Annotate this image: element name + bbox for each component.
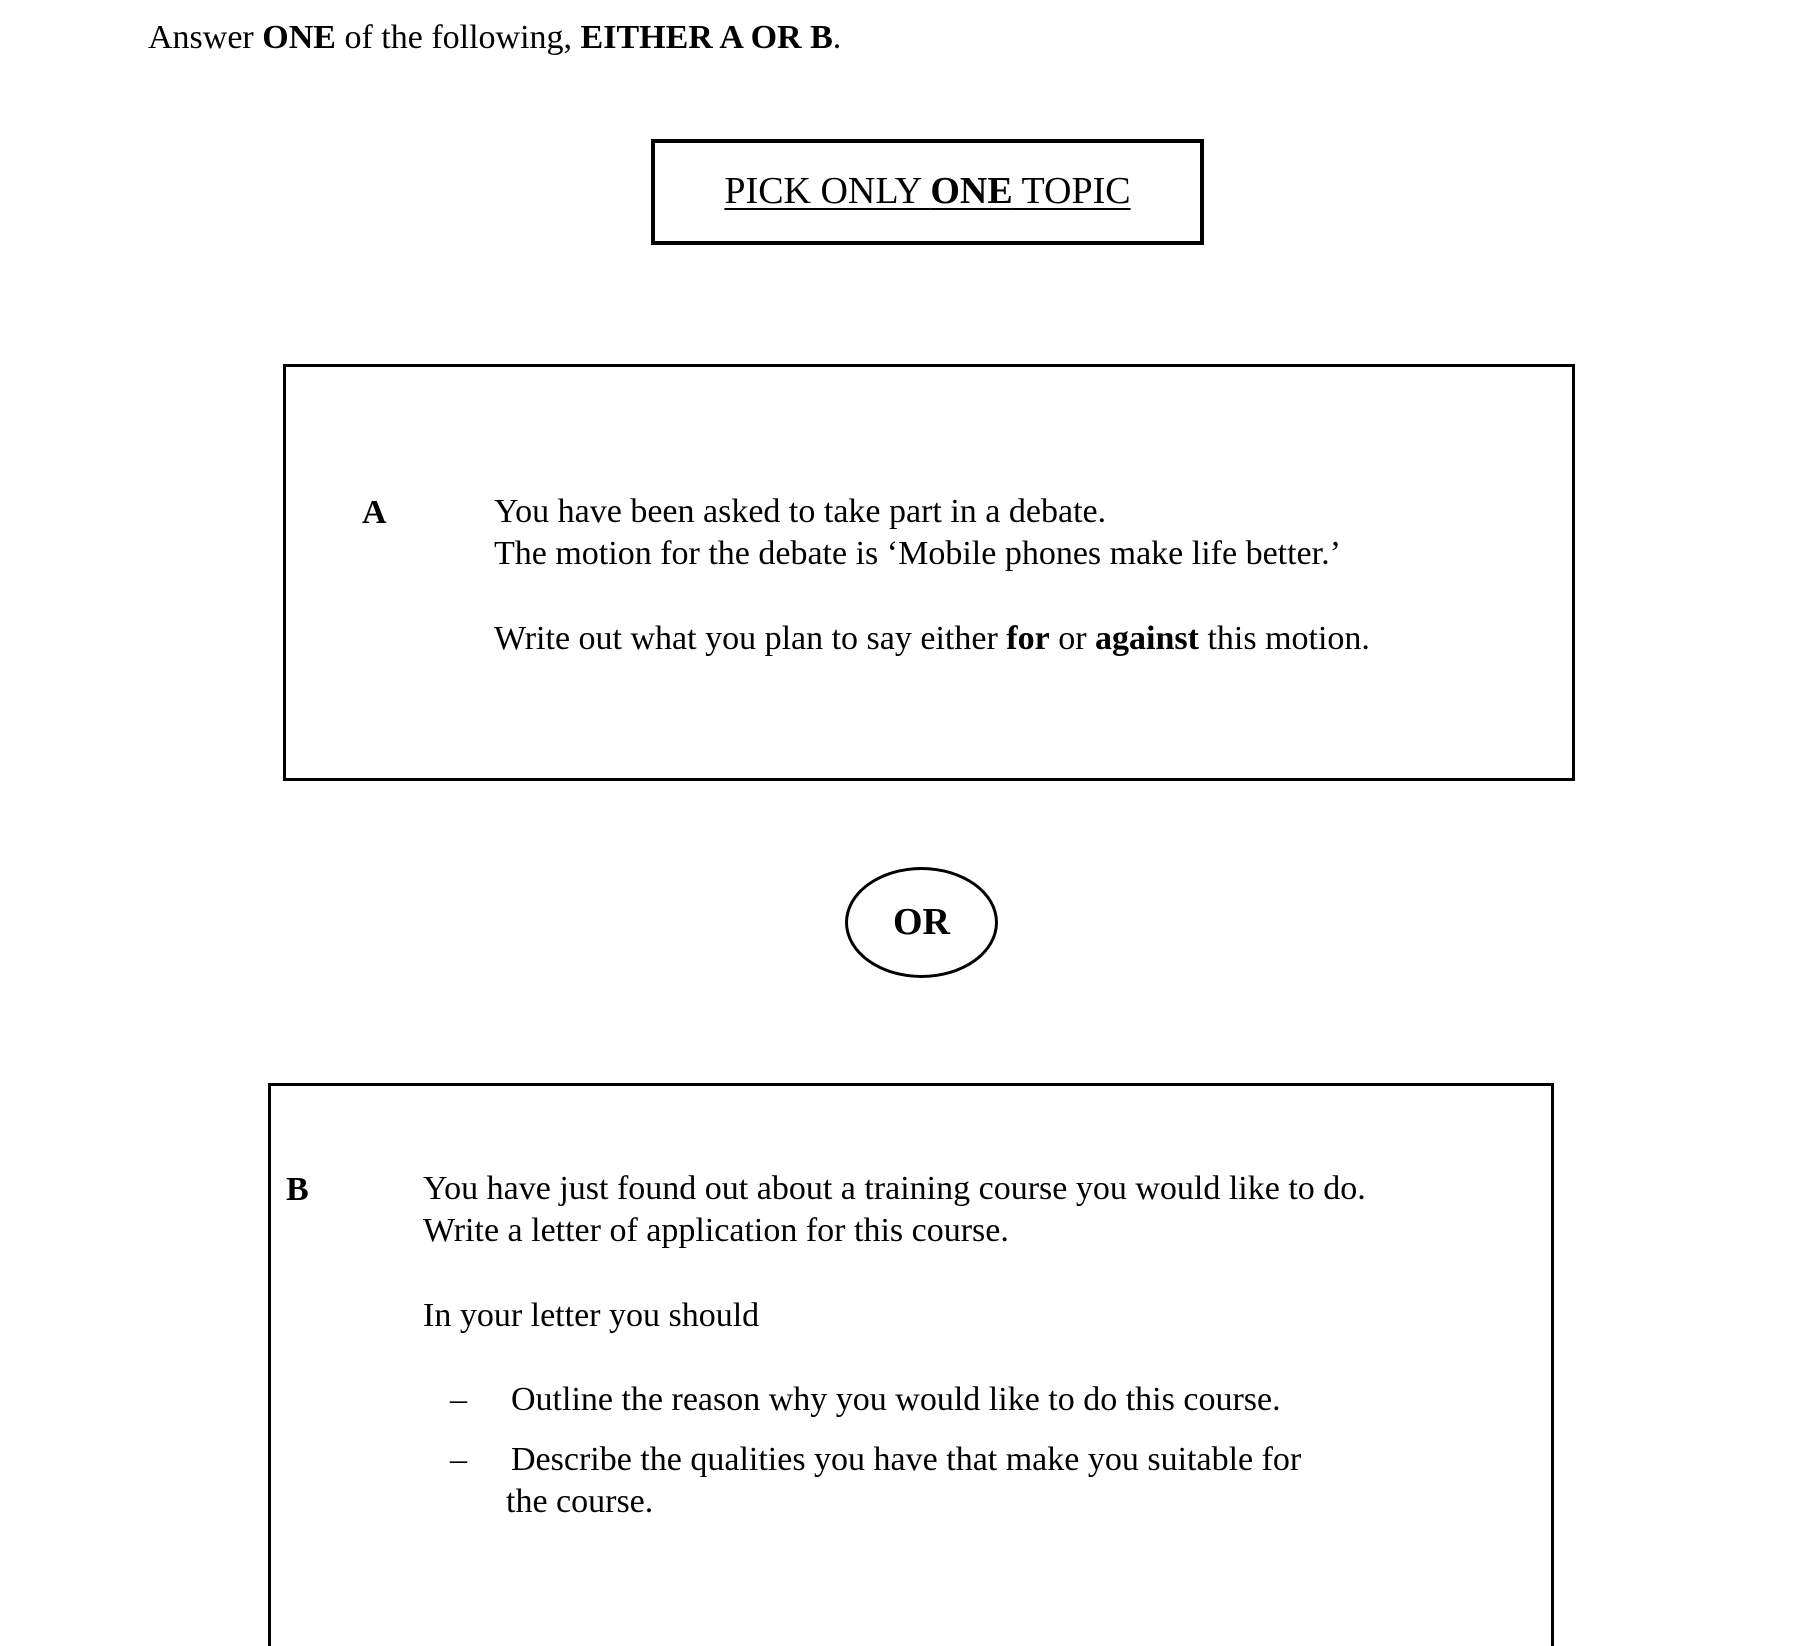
bullet-text-2-continuation: the course. [506,1483,654,1520]
instruction-suffix: . [832,19,842,56]
pick-one-topic-heading [655,169,1200,213]
bullet-text-2: Describe the qualities you have that make you suitable for [511,1441,1302,1478]
option-b-line-1: You have just found out about a training course you would like to do. [423,1170,1366,1207]
option-a-line-3-suffix: this motion. [1198,620,1370,657]
bullet-text-1: Outline the reason why you would like to do this course. [511,1381,1281,1418]
option-a-line-2: The motion for the debate is ‘Mobile phones make life better.’ [494,535,1341,572]
option-b-intro: In your letter you should [423,1297,760,1334]
or-ellipse [845,867,998,978]
option-b-letter: B [286,1171,309,1208]
instruction-middle: of the following, [335,19,581,56]
pick-one-topic-box [651,139,1204,245]
option-a-for: for [1006,620,1050,657]
instruction-prefix: Answer [148,19,263,56]
instruction-line [148,18,841,58]
option-a-line-3 [494,618,1370,660]
bullet-marker-2: – [450,1441,467,1478]
option-a-letter: A [362,494,387,531]
option-a-line-3-mid: or [1049,620,1096,657]
instruction-bold-one: ONE [262,19,336,56]
option-a-line-1: You have been asked to take part in a debate. [494,493,1107,530]
pick-suffix: TOPIC [1012,170,1131,212]
instruction-bold-either: EITHER A OR B [580,19,833,56]
option-a-against: against [1095,620,1199,657]
option-a-line-3-prefix: Write out what you plan to say either [494,620,1007,657]
pick-bold: ONE [930,170,1013,212]
option-b-line-2: Write a letter of application for this course. [423,1212,1009,1249]
or-label: OR [893,901,950,943]
pick-prefix: PICK ONLY [724,170,931,212]
bullet-marker-1: – [450,1381,467,1418]
